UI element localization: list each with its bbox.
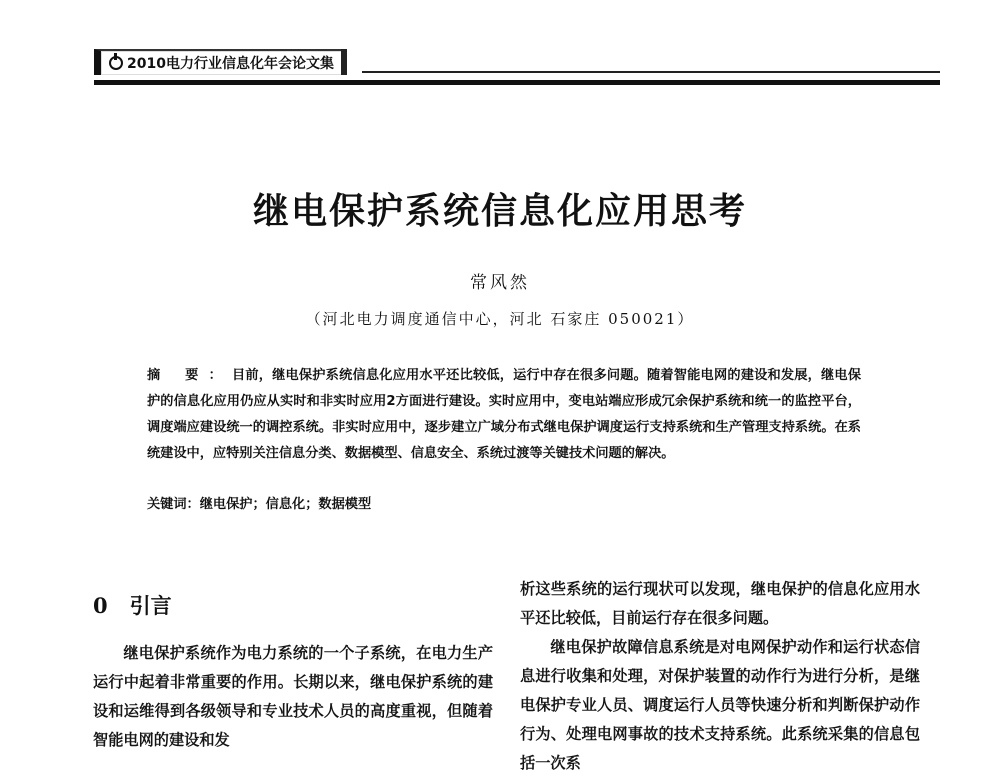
proceedings-badge	[94, 49, 344, 75]
header-thin-rule	[362, 71, 940, 73]
keywords-label: 关键词：	[147, 497, 200, 512]
paper-title: 继电保护系统信息化应用思考	[252, 191, 747, 232]
proceedings-title: 2010电力行业信息化年会论文集	[127, 56, 334, 72]
body-paragraph: 继电保护故障信息系统是对电网保护动作和运行状态信息进行收集和处理，对保护装置的动作行为进行分析，是继电保护专业人员、调度运行人员等快速分析和判断保护动作行为、处理电网事故的技术支持系统。此系统采集的信息包括一次系	[520, 638, 920, 772]
right-column	[520, 575, 920, 778]
abstract-text: 目前，继电保护系统信息化应用水平还比较低，运行中存在很多问题。随着智能电网的建设和发展，继电保护的信息化应用仍应从实时和非实时应用2方面进行建设。实时应用中，变电站端应形成冗余保护系统和统一的监控平台，调度端应建设统一的调控系统。非实时应用中，逐步建立广域分布式继电保护调度运行支持系统和生产管理支持系统。在系统建设中，应特别关注信息分类、数据模型、信息安全、系统过渡等关键技术问题的解决。	[147, 368, 862, 461]
abstract	[147, 363, 861, 467]
body-paragraph: 继电保护系统作为电力系统的一个子系统，在电力生产运行中起着非常重要的作用。长期以来，继电保护系统的建设和运维得到各级领导和专业技术人员的高度重视，但随着智能电网的建设和发	[93, 644, 493, 749]
section-number: 0	[93, 593, 108, 618]
flame-logo-icon	[109, 56, 123, 70]
body-paragraph: 析这些系统的运行现状可以发现，继电保护的信息化应用水平还比较低，目前运行存在很多问题。	[520, 580, 920, 627]
section-title: 引言	[129, 594, 172, 618]
running-header	[94, 49, 940, 89]
header-thick-rule	[94, 80, 940, 85]
keywords-text: 继电保护；信息化；数据模型	[199, 497, 372, 512]
author-affiliation: （河北电力调度通信中心，河北 石家庄 050021）	[305, 310, 695, 328]
author-name: 常风然	[470, 273, 530, 293]
left-column	[93, 639, 493, 755]
section-heading	[93, 590, 172, 620]
abstract-label: 摘 要：	[147, 368, 232, 383]
keywords	[147, 493, 861, 512]
